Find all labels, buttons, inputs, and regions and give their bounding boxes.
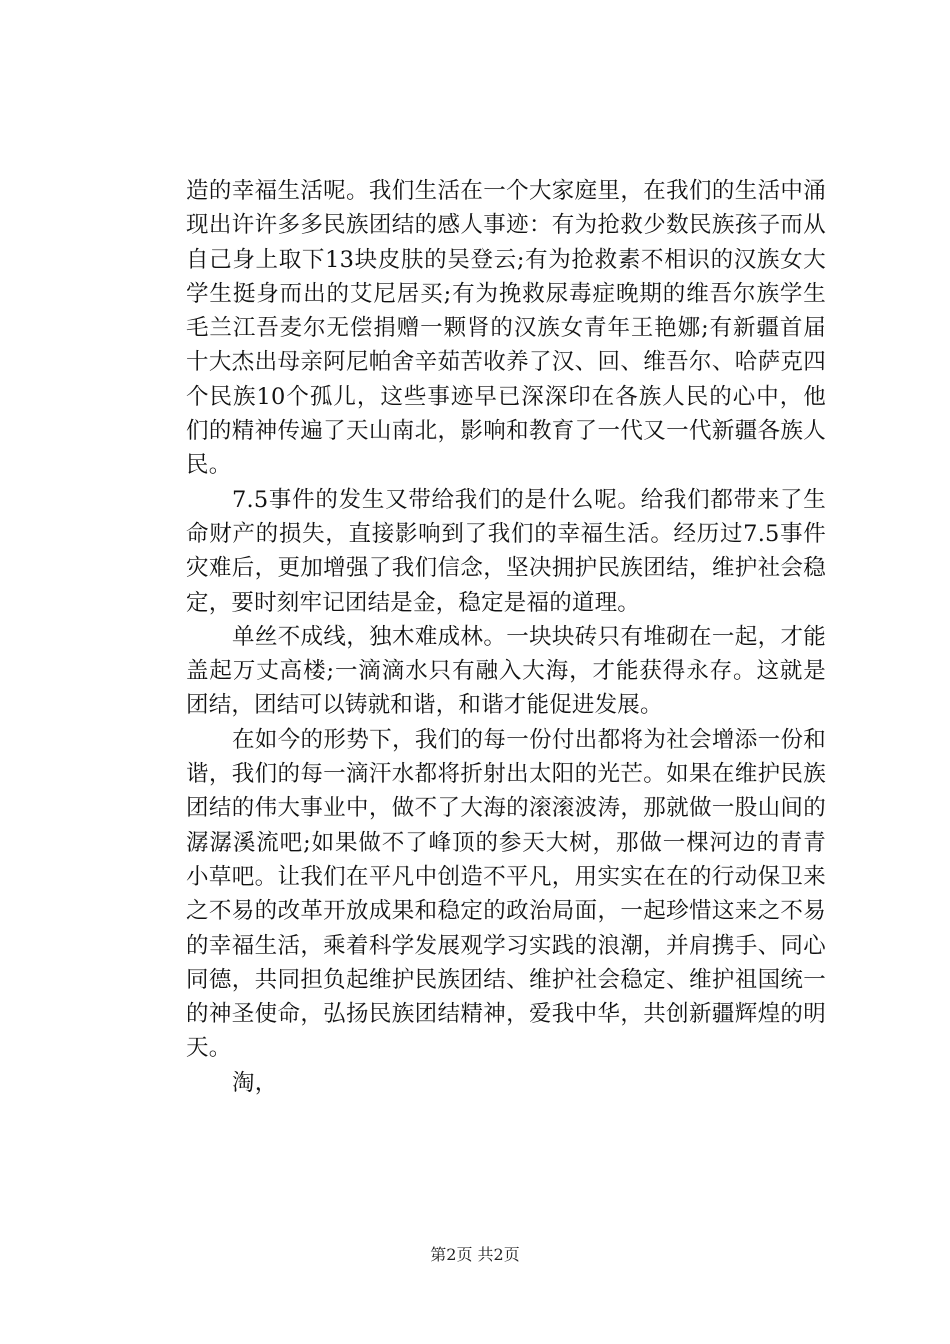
- paragraph-unity: 单丝不成线，独木难成林。一块块砖只有堆砌在一起，才能盖起万丈高楼;一滴滴水只有融入大海，才能获得永存。这就是团结，团结可以铸就和谐，和谐才能促进发展。: [186, 623, 826, 719]
- paragraph-continuation: 造的幸福生活呢。我们生活在一个大家庭里，在我们的生活中涌现出许许多多民族团结的感人事迹：有为抢救少数民族孩子而从自己身上取下13块皮肤的吴登云;有为抢救素不相识的汉族女大学生挺身而出的艾尼居买;有为挽救尿毒症晚期的维吾尔族学生毛兰江吾麦尔无偿捐赠一颗肾的汉族女青年王艳娜;有新疆首届十大杰出母亲阿尼帕舍辛茹苦收养了汉、回、维吾尔、哈萨克四个民族10个孤儿，这些事迹早已深深印在各族人民的心中，他们的精神传遍了天山南北，影响和教育了一代又一代新疆各族人民。: [186, 178, 826, 479]
- document-body: [186, 174, 826, 1100]
- paragraph-current-situation: 在如今的形势下，我们的每一份付出都将为社会增添一份和谐，我们的每一滴汗水都将折射出太阳的光芒。如果在维护民族团结的伟大事业中，做不了大海的滚滚波涛，那就做一股山间的潺潺溪流吧;如果做不了峰顶的参天大树，那做一棵河边的青青小草吧。让我们在平凡中创造不平凡，用实实在在的行动保卫来之不易的改革开放成果和稳定的政治局面，一起珍惜这来之不易的幸福生活，乘着科学发展观学习实践的浪潮，并肩携手、同心同德，共同担负起维护民族团结、维护社会稳定、维护祖国统一的神圣使命，弘扬民族团结精神，爱我中华，共创新疆辉煌的明天。: [186, 726, 826, 1062]
- paragraph-7-5-incident: 7.5事件的发生又带给我们的是什么呢。给我们都带来了生命财产的损失，直接影响到了我们的幸福生活。经历过7.5事件灾难后，更加增强了我们信念，坚决拥护民族团结，维护社会稳定，要时刻牢记团结是金，稳定是福的道理。: [186, 486, 826, 616]
- paragraph-closing-fragment: 淘，: [232, 1069, 278, 1096]
- page-number-footer: 第2页 共2页: [430, 1245, 520, 1264]
